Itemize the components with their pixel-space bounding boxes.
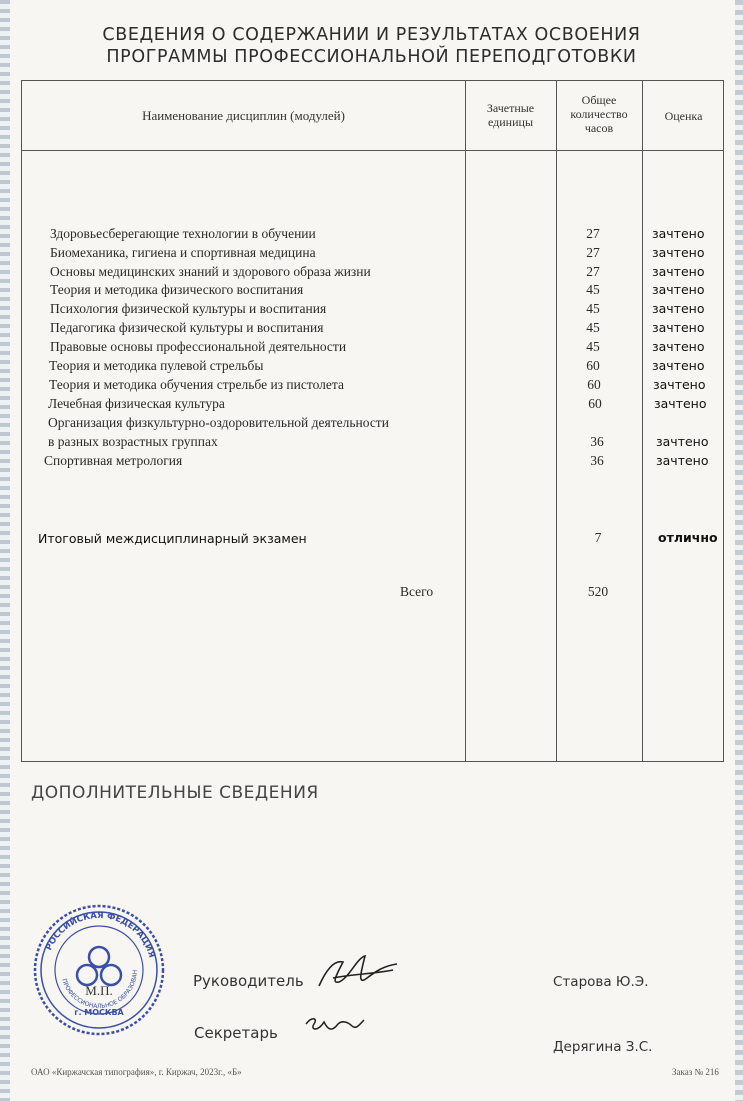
discipline-name: Психология физической культуры и воспитания <box>50 301 327 316</box>
title-line-2: ПРОГРАММЫ ПРОФЕССИОНАЛЬНОЙ ПЕРЕПОДГОТОВКИ <box>106 47 637 67</box>
head-label: Руководитель <box>193 972 304 990</box>
right-binding-edge <box>735 0 743 1101</box>
seal-inner-text: ПРОФЕССИОНАЛЬНОЕ ОБРАЗОВАН <box>60 969 140 1011</box>
official-seal <box>32 903 166 1037</box>
head-name: Старова Ю.Э. <box>553 974 649 990</box>
discipline-hours: 27 <box>586 226 600 241</box>
discipline-grade: зачтено <box>656 453 709 468</box>
discipline-hours: 45 <box>586 339 600 354</box>
header-divider <box>22 150 723 151</box>
seal-outer-text: РОССИЙСКАЯ ФЕДЕРАЦИЯ <box>44 910 157 960</box>
discipline-grade: зачтено <box>652 358 705 373</box>
header-hours-line-2: количество <box>570 107 628 121</box>
total-hours: 520 <box>587 584 609 599</box>
discipline-grade: зачтено <box>652 282 705 297</box>
discipline-name: Спортивная метрология <box>44 453 183 468</box>
footer-printer: ОАО «Киржачская типография», г. Киржач, 2023г., «Б» <box>31 1067 242 1077</box>
header-hours-line-3: часов <box>584 121 614 135</box>
discipline-grade: зачтено <box>653 377 706 392</box>
col-divider-2 <box>556 81 557 761</box>
discipline-name: в разных возрастных группах <box>48 434 218 449</box>
discipline-hours: 27 <box>586 264 600 279</box>
discipline-hours: 45 <box>586 282 600 297</box>
exam-name: Итоговый междисциплинарный экзамен <box>38 531 307 546</box>
discipline-hours: 60 <box>587 377 601 392</box>
page-title <box>0 24 743 68</box>
discipline-name: Теория и методика обучения стрельбе из пистолета <box>49 377 344 392</box>
title-line-1: СВЕДЕНИЯ О СОДЕРЖАНИИ И РЕЗУЛЬТАТАХ ОСВОЕНИЯ <box>102 25 641 45</box>
discipline-name: Правовые основы профессиональной деятельности <box>50 339 347 354</box>
discipline-grade: зачтено <box>652 264 705 279</box>
left-binding-edge <box>0 0 10 1101</box>
discipline-grade: зачтено <box>652 301 705 316</box>
discipline-name: Здоровьесберегающие технологии в обучении <box>50 226 316 241</box>
disciplines-table <box>21 80 724 762</box>
discipline-grade: зачтено <box>656 434 709 449</box>
discipline-grade: зачтено <box>652 245 705 260</box>
head-signature <box>313 948 403 998</box>
header-grade: Оценка <box>664 109 703 123</box>
discipline-hours: 36 <box>590 434 604 449</box>
secretary-name: Дерягина З.С. <box>553 1039 653 1055</box>
discipline-grade: зачтено <box>652 226 705 241</box>
seal-mp: М.П. <box>85 983 113 998</box>
discipline-name: Педагогика физической культуры и воспитания <box>50 320 324 335</box>
discipline-hours: 60 <box>588 396 602 411</box>
header-credits-line-1: Зачетные <box>486 101 535 115</box>
col-divider-3 <box>642 81 643 761</box>
discipline-name: Лечебная физическая культура <box>48 396 225 411</box>
discipline-hours: 36 <box>590 453 604 468</box>
discipline-hours: 45 <box>586 320 600 335</box>
discipline-grade: зачтено <box>652 339 705 354</box>
discipline-name: Теория и методика пулевой стрельбы <box>49 358 264 373</box>
header-hours-line-1: Общее <box>581 93 617 107</box>
discipline-hours: 45 <box>586 301 600 316</box>
footer-order: Заказ № 216 <box>672 1067 719 1077</box>
discipline-hours: 27 <box>586 245 600 260</box>
header-credits <box>465 101 556 129</box>
discipline-name: Биомеханика, гигиена и спортивная медицина <box>50 245 316 260</box>
secretary-signature <box>302 1010 366 1040</box>
seal-city: г. МОСКВА <box>74 1008 124 1017</box>
secretary-label: Секретарь <box>194 1024 278 1042</box>
discipline-grade: зачтено <box>652 320 705 335</box>
discipline-name: Теория и методика физического воспитания <box>50 282 304 297</box>
total-label: Всего <box>400 584 434 599</box>
header-discipline: Наименование дисциплин (модулей) <box>142 108 345 123</box>
header-credits-line-2: единицы <box>487 115 534 129</box>
discipline-hours: 60 <box>586 358 600 373</box>
discipline-name: Организация физкультурно-оздоровительной деятельности <box>48 415 389 430</box>
discipline-grade: зачтено <box>654 396 707 411</box>
discipline-name: Основы медицинских знаний и здорового образа жизни <box>50 264 371 279</box>
exam-hours: 7 <box>594 530 602 545</box>
header-hours <box>556 93 642 135</box>
additional-info-title: ДОПОЛНИТЕЛЬНЫЕ СВЕДЕНИЯ <box>31 783 319 803</box>
exam-grade: отлично <box>658 530 718 545</box>
col-divider-1 <box>465 81 466 761</box>
